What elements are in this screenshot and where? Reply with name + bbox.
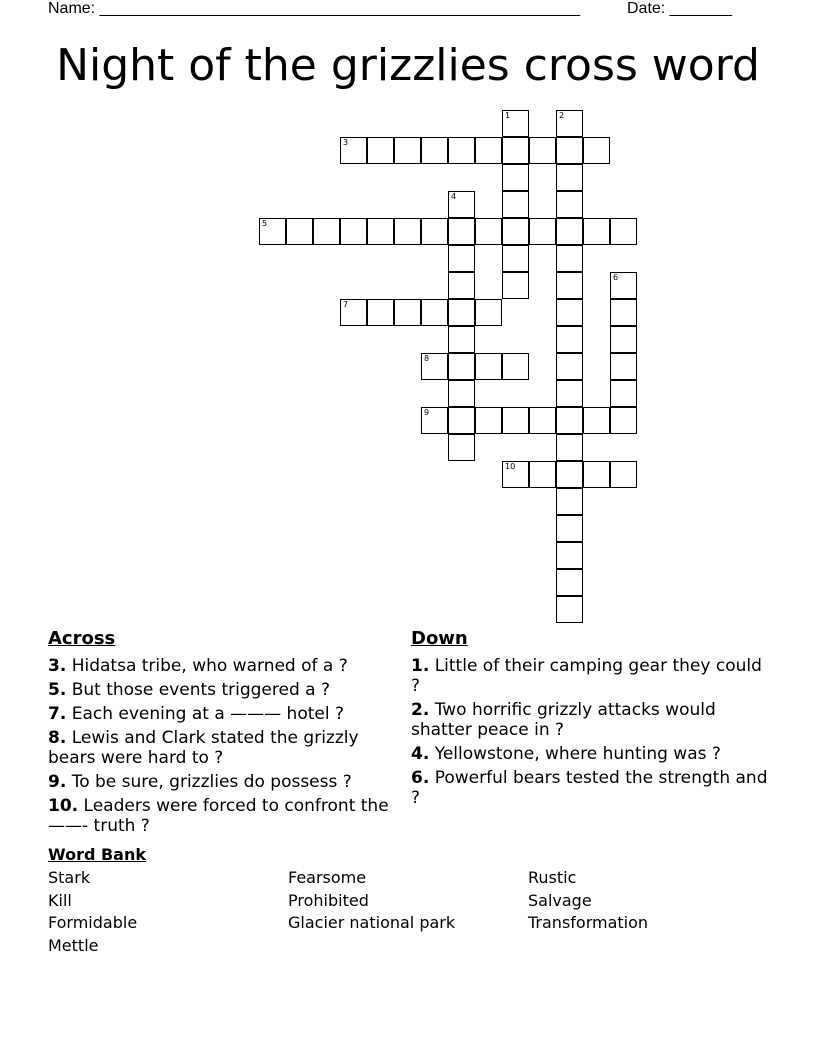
clue-number: 8. [48,728,67,748]
clue-number: 6. [411,768,430,788]
word-bank-item: Mettle [48,935,99,955]
name-field[interactable]: Name: ______________________________________________________ [48,0,581,17]
clue-item [48,704,393,724]
page-title: Night of the grizzlies cross word [56,40,760,91]
clue-number: 8 [424,354,430,363]
crossword-cell[interactable] [367,299,394,326]
crossword-cell[interactable] [502,353,529,380]
crossword-cell[interactable] [610,407,637,434]
clue-number: 1 [505,111,511,120]
crossword-cell[interactable] [556,407,583,434]
clue-item [411,656,771,696]
crossword-cell[interactable] [421,137,448,164]
crossword-cell[interactable] [475,299,502,326]
word-bank-item: Fearsome [288,868,367,887]
crossword-cell[interactable] [448,137,475,164]
crossword-cell[interactable] [556,326,583,353]
crossword-cell[interactable] [610,326,637,353]
crossword-cell[interactable] [448,299,475,326]
word-bank-item: Kill [48,890,72,910]
crossword-cell[interactable] [502,137,529,164]
crossword-cell[interactable] [583,461,610,488]
crossword-cell[interactable] [502,191,529,218]
crossword-cell[interactable] [556,542,583,569]
crossword-cell[interactable] [529,407,556,434]
down-clues [411,628,771,812]
crossword-cell[interactable] [394,218,421,245]
crossword-cell[interactable] [556,461,583,488]
across-heading: Across [48,628,116,649]
clue-number: 3. [48,656,67,676]
crossword-cell[interactable] [502,461,529,488]
crossword-cell[interactable] [475,218,502,245]
crossword-cell[interactable] [556,380,583,407]
clue-text: Little of their camping gear they could ? [411,656,762,696]
clue-text: Each evening at a ——— hotel ? [66,704,344,724]
word-bank [48,845,768,957]
crossword-cell[interactable] [502,218,529,245]
crossword-cell[interactable] [502,407,529,434]
date-field[interactable]: Date: _______ [627,0,732,17]
crossword-cell[interactable] [448,353,475,380]
clue-number: 6 [613,273,619,282]
crossword-cell[interactable] [448,326,475,353]
crossword-cell[interactable] [529,461,556,488]
crossword-cell[interactable] [448,245,475,272]
clue-number: 9 [424,408,430,417]
crossword-cell[interactable] [610,299,637,326]
clue-item [48,680,393,700]
crossword-cell[interactable] [556,218,583,245]
crossword-cell[interactable] [340,218,367,245]
word-bank-item: Salvage [528,890,592,910]
crossword-cell[interactable] [394,137,421,164]
crossword-cell[interactable] [367,218,394,245]
crossword-cell[interactable] [259,218,286,245]
word-bank-item: Prohibited [288,890,369,910]
crossword-cell[interactable] [610,461,637,488]
crossword-cell[interactable] [556,596,583,623]
crossword-cell[interactable] [556,272,583,299]
clue-text: Two horrific grizzly attacks would shatter peace in ? [411,700,716,740]
crossword-cell[interactable] [448,272,475,299]
clue-item [48,728,393,768]
clue-text: But those events triggered a ? [66,680,330,700]
crossword-cell[interactable] [421,218,448,245]
crossword-cell[interactable] [502,110,529,137]
crossword-cell[interactable] [556,515,583,542]
clue-number: 10 [505,462,516,471]
crossword-cell[interactable] [475,353,502,380]
across-clue-list [48,656,393,836]
word-bank-item: Formidable [48,913,138,932]
word-bank-item: Transformation [528,913,649,932]
word-bank-heading: Word Bank [48,845,147,864]
crossword-cell[interactable] [583,407,610,434]
clue-number: 4. [411,744,430,764]
clue-number: 2. [411,700,430,720]
crossword-cell[interactable] [556,245,583,272]
crossword-cell[interactable] [610,380,637,407]
clue-number: 1. [411,656,430,676]
crossword-cell[interactable] [421,299,448,326]
crossword-cell[interactable] [583,218,610,245]
crossword-cell[interactable] [448,407,475,434]
clue-text: Leaders were forced to confront the ——- truth ? [48,796,389,836]
crossword-cell[interactable] [529,137,556,164]
crossword-cell[interactable] [502,272,529,299]
crossword-cell[interactable] [556,299,583,326]
clue-item [48,772,393,792]
crossword-cell[interactable] [556,569,583,596]
clue-number: 7 [343,300,349,309]
crossword-cell[interactable] [448,191,475,218]
crossword-cell[interactable] [421,407,448,434]
clue-item [48,796,393,836]
crossword-cell[interactable] [340,299,367,326]
crossword-cell[interactable] [340,137,367,164]
clue-number: 5 [262,219,268,228]
clue-text: Powerful bears tested the strength and ? [411,768,768,808]
crossword-cell[interactable] [556,137,583,164]
crossword-cell[interactable] [556,164,583,191]
clue-number: 5. [48,680,67,700]
clue-number: 10. [48,796,79,816]
crossword-cell[interactable] [448,218,475,245]
crossword-cell[interactable] [556,488,583,515]
crossword-cell[interactable] [556,110,583,137]
crossword-cell[interactable] [475,407,502,434]
crossword-cell[interactable] [502,245,529,272]
crossword-cell[interactable] [529,218,556,245]
word-bank-list [48,867,768,957]
word-bank-item: Stark [48,868,91,887]
clue-text: Yellowstone, where hunting was ? [429,744,721,764]
clue-item [48,656,393,676]
crossword-cell[interactable] [610,272,637,299]
crossword-cell[interactable] [313,218,340,245]
clue-item [411,768,771,808]
clue-number: 9. [48,772,67,792]
clue-text: To be sure, grizzlies do possess ? [66,772,352,792]
clue-number: 3 [343,138,349,147]
crossword-cell[interactable] [286,218,313,245]
clue-number: 7. [48,704,67,724]
crossword-cell[interactable] [610,353,637,380]
down-clue-list [411,656,771,808]
clue-number: 2 [559,111,565,120]
crossword-cell[interactable] [610,218,637,245]
crossword-cell[interactable] [421,353,448,380]
crossword-cell[interactable] [556,353,583,380]
crossword-cell[interactable] [475,137,502,164]
word-bank-item: Rustic [528,868,577,887]
across-clues [48,628,393,840]
crossword-cell[interactable] [556,191,583,218]
word-bank-item: Glacier national park [288,913,456,932]
crossword-cell[interactable] [502,164,529,191]
crossword-cell[interactable] [394,299,421,326]
clue-number: 4 [451,192,457,201]
clue-text: Lewis and Clark stated the grizzly bears were hard to ? [48,728,359,768]
clue-item [411,700,771,740]
clue-text: Hidatsa tribe, who warned of a ? [66,656,348,676]
crossword-cell[interactable] [448,380,475,407]
clue-item [411,744,771,764]
crossword-cell[interactable] [367,137,394,164]
down-heading: Down [411,628,468,649]
crossword-cell[interactable] [556,434,583,461]
crossword-cell[interactable] [583,137,610,164]
crossword-cell[interactable] [448,434,475,461]
